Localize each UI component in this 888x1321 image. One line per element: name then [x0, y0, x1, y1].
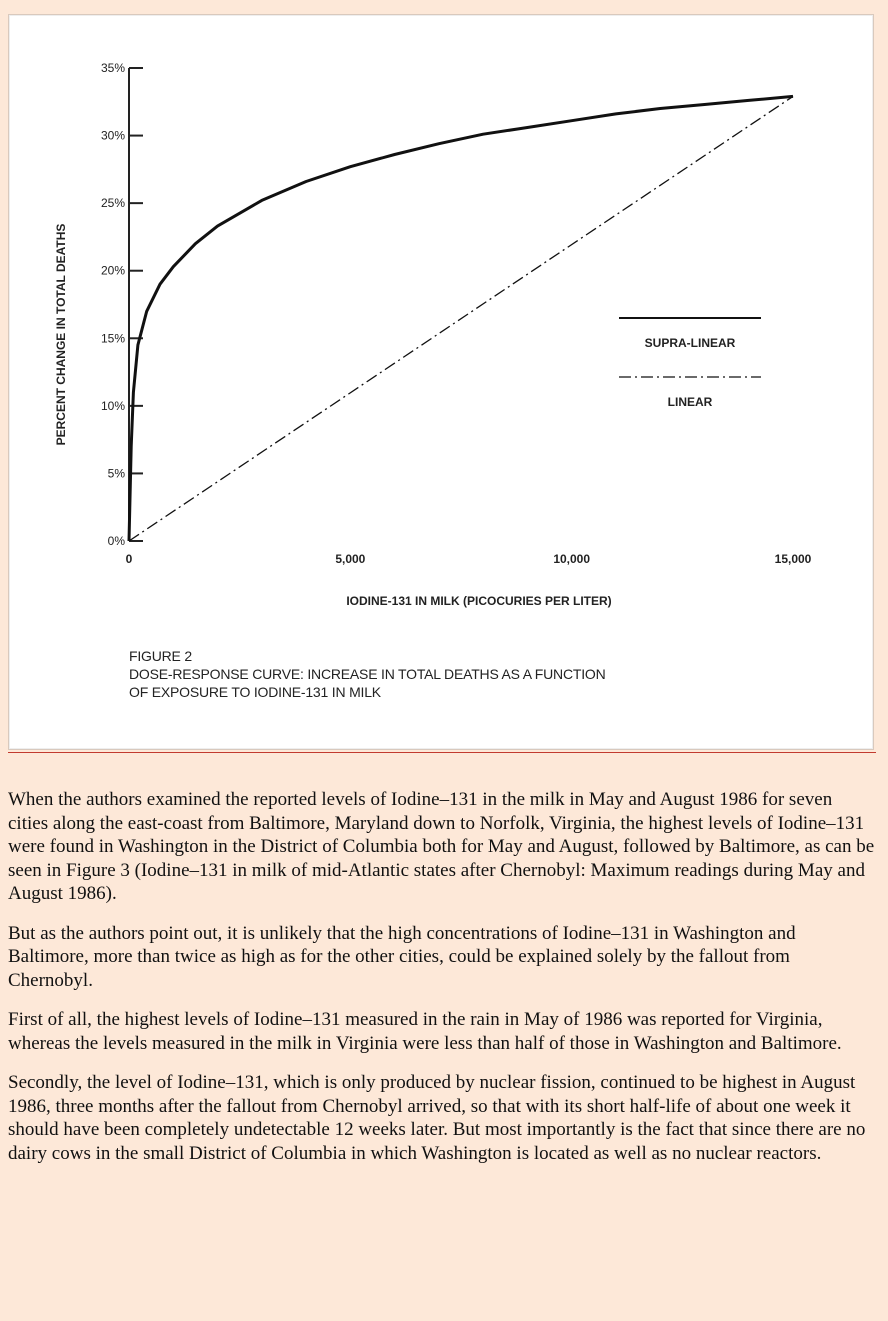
dose-response-chart [9, 15, 873, 635]
legend-linear-label: LINEAR [667, 395, 713, 409]
caption-line-1: DOSE-RESPONSE CURVE: INCREASE IN TOTAL DEATHS AS A FUNCTION [129, 666, 606, 682]
caption-line-2: OF EXPOSURE TO IODINE-131 IN MILK [129, 684, 381, 700]
x-tick-label: 5,000 [335, 552, 366, 566]
y-tick-label: 20% [100, 263, 125, 278]
paragraph-1: When the authors examined the reported levels of Iodine–131 in the milk in May and August 1986 for seven cities along the east-coast from Baltimore, Maryland down to Norfolk, Virginia, the highest levels of Iodine–131 were found in Washington in the District of Columbia both for May and August, followed by Baltimore, as can be seen in Figure 3 (Iodine–131 in milk of mid-Atlantic states after Chernobyl: Maximum readings during May and August 1986). [8, 789, 875, 904]
figure-panel [8, 14, 874, 750]
y-tick-label: 10% [100, 398, 125, 413]
y-tick-label: 15% [100, 331, 125, 346]
caption-number: FIGURE 2 [129, 648, 192, 664]
y-tick-label: 25% [100, 196, 125, 211]
legend-supra-linear-label: SUPRA-LINEAR [644, 336, 736, 350]
paragraph-3: First of all, the highest levels of Iodine–131 measured in the rain in May of 1986 was reported for Virginia, whereas the levels measured in the milk in Virginia were less than half of those in Washington and Baltimore. [8, 1009, 842, 1054]
y-tick-label: 0% [107, 534, 125, 548]
x-tick-label: 0 [125, 552, 133, 566]
y-axis-label: PERCENT CHANGE IN TOTAL DEATHS [54, 223, 68, 446]
figure-caption [129, 647, 606, 701]
x-tick-label: 15,000 [774, 552, 812, 566]
paragraph-2: But as the authors point out, it is unlikely that the high concentrations of Iodine–131 in Washington and Baltimore, more than twice as high as for the other cities, could be explained solely by the fallout from Chernobyl. [8, 922, 796, 991]
y-tick-label: 30% [100, 128, 125, 143]
x-axis-label: IODINE-131 IN MILK (PICOCURIES PER LITER) [346, 594, 612, 608]
section-divider [8, 752, 876, 753]
article-body [8, 788, 876, 1181]
y-tick-label: 5% [107, 466, 125, 481]
paragraph-4: Secondly, the level of Iodine–131, which is only produced by nuclear fission, continued to be highest in August 1986, three months after the fallout from Chernobyl arrived, so that with its short half-life of about one week it should have been completely undetectable 12 weeks later. But most importantly is the fact that since there are no dairy cows in the small District of Columbia in which Washington is located as well as no nuclear reactors. [8, 1072, 866, 1164]
y-tick-label: 35% [100, 61, 125, 75]
plot-layer [54, 61, 812, 608]
x-tick-label: 10,000 [553, 552, 591, 566]
